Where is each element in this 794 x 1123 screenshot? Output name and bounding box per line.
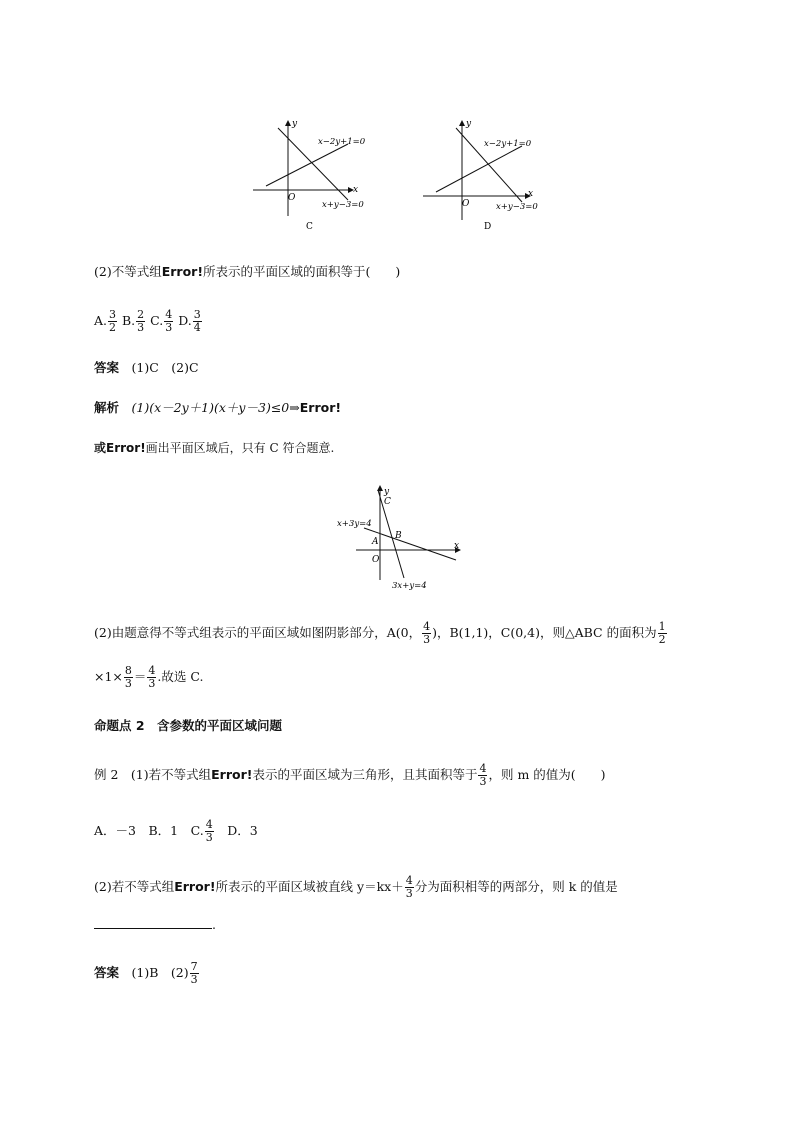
answer-text: (1)C (2)C (131, 360, 199, 375)
example2-fraction: $\frac{4}{3}$ (479, 762, 487, 788)
q2-prefix: (2)不等式组 (94, 264, 162, 279)
example-2-q2 (94, 872, 618, 902)
q2-suffix: 所表示的平面区域的面积等于( ) (203, 264, 401, 279)
point-b-label: B (395, 531, 402, 541)
example2-error: Error! (211, 767, 253, 782)
x-label: x (353, 185, 359, 195)
line1-label: x−2y+1=0 (318, 137, 366, 147)
analysis-error: Error! (299, 400, 342, 415)
answer2-fraction: $\frac{7}{3}$ (190, 960, 198, 986)
answer-1 (94, 358, 199, 378)
solution-eq: ＝ (133, 669, 147, 684)
y-label: y (384, 487, 390, 497)
analysis-2 (94, 438, 334, 458)
q2-error: Error! (161, 264, 204, 279)
answer-blank-line (94, 914, 216, 935)
option-c-label: C. (150, 313, 164, 328)
solution-text2: )，B(1,1)，C(0,4)，则△ABC 的面积为 (432, 625, 657, 640)
example2-prefix: 例 2 (1)若不等式组 (94, 767, 212, 782)
solution-text1: (2)由题意得不等式组表示的平面区域如图阴影部分，A(0， (94, 625, 422, 640)
origin-label: O (462, 199, 470, 209)
ex2q2-prefix: (2)若不等式组 (94, 879, 175, 894)
line-1 (436, 146, 522, 192)
origin-label: O (372, 555, 380, 565)
answer2-text: (1)B (2) (131, 965, 189, 980)
answer-label: 答案 (94, 360, 120, 375)
solution-f1-fraction: $\frac{8}{3}$ (124, 664, 132, 690)
line1-label: x−2y+1=0 (484, 139, 532, 149)
line2-label: x+y−3=0 (322, 200, 364, 210)
example2-mid: 表示的平面区域为三角形，且其面积等于 (252, 767, 478, 782)
solution-2-line2 (94, 662, 203, 692)
option-d-label: D. (178, 313, 192, 328)
ex2q2-fraction: $\frac{4}{3}$ (405, 874, 413, 900)
analysis2-text: 画出平面区域后，只有 C 符合题意. (145, 441, 335, 455)
ex2-option-c-fraction: $\frac{4}{3}$ (205, 818, 213, 844)
line2-label: x+y−3=0 (496, 202, 538, 212)
ex2q2-error: Error! (174, 879, 216, 894)
ex2q2-mid: 所表示的平面区域被直线 y＝kx＋ (215, 879, 404, 894)
line1-label: x+3y=4 (337, 519, 372, 529)
q2-options (94, 308, 203, 334)
x-label: x (528, 189, 534, 199)
answer2-label: 答案 (94, 965, 120, 980)
figure-d (418, 116, 548, 236)
analysis-text: (1)(x－2y＋1)(x＋y－3)≤0⇒ (131, 400, 300, 415)
example-2-q1 (94, 760, 606, 790)
y-label: y (292, 119, 298, 129)
option-a-fraction: $\frac{3}{2}$ (109, 308, 117, 334)
option-b-label: B. (122, 313, 136, 328)
y-label: y (466, 119, 472, 129)
figure-label: C (306, 222, 313, 232)
solution-text3: ×1× (94, 669, 123, 684)
solution-half-fraction: $\frac{1}{2}$ (658, 620, 666, 646)
answer-blank[interactable] (94, 914, 212, 929)
figure-label: D (484, 222, 492, 232)
ex2-options-ab: A．－3 B．1 C. (94, 823, 204, 838)
solution-f2-fraction: $\frac{4}{3}$ (148, 664, 156, 690)
analysis-label: 解析 (94, 400, 120, 415)
example2-suffix: ，则 m 的值为( ) (488, 767, 606, 782)
point-a-label: A (372, 537, 379, 547)
example-2-options (94, 816, 258, 846)
x-label: x (454, 541, 460, 551)
line-1 (266, 144, 348, 186)
point-c-label: C (384, 497, 391, 507)
ex2-option-d: D．3 (214, 823, 258, 838)
solution-2-line1 (94, 618, 668, 648)
figure-c (248, 116, 378, 236)
option-d-fraction: $\frac{3}{4}$ (193, 308, 201, 334)
option-a-label: A. (94, 313, 108, 328)
ex2q2-suffix: 分为面积相等的两部分，则 k 的值是 (414, 879, 618, 894)
solution-text4: .故选 C. (157, 669, 204, 684)
topic-heading: 命题点 2 含参数的平面区域问题 (94, 718, 283, 733)
analysis2-error: 或Error! (94, 441, 146, 455)
option-c-fraction: $\frac{4}{3}$ (165, 308, 173, 334)
line2-label: 3x+y=4 (392, 581, 427, 591)
analysis-1 (94, 398, 341, 418)
blank-end: . (212, 917, 216, 932)
option-b-fraction: $\frac{2}{3}$ (137, 308, 145, 334)
figure-abc (334, 484, 464, 592)
question-2 (94, 262, 400, 282)
answer-2 (94, 958, 200, 988)
solution-a-fraction: $\frac{4}{3}$ (423, 620, 431, 646)
origin-label: O (288, 193, 296, 203)
